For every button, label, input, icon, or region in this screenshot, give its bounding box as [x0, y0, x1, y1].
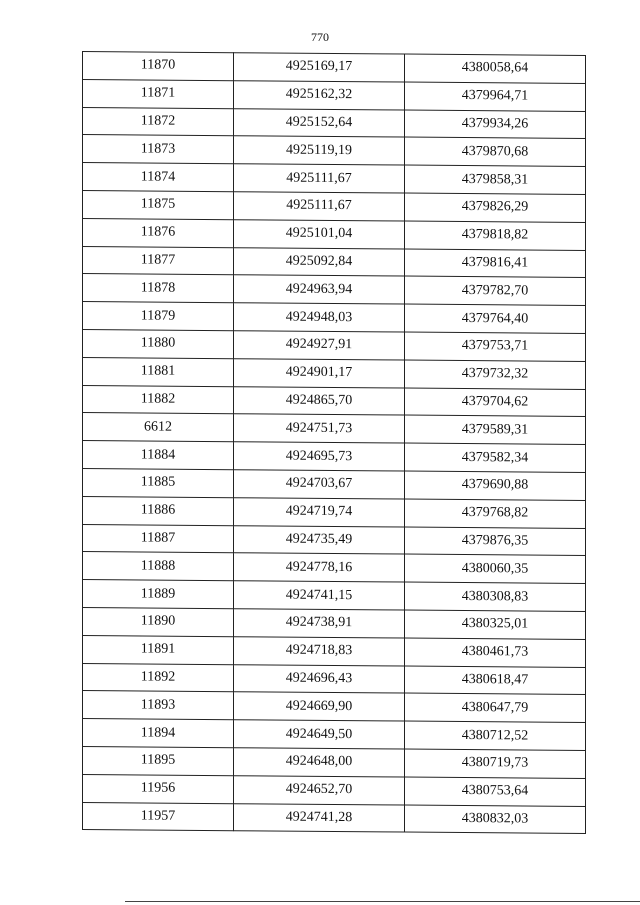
point-number-cell: 11888: [83, 552, 234, 581]
table-row: [83, 52, 586, 84]
x-coordinate-cell: 4924751,73: [234, 414, 405, 443]
y-coordinate-cell: 4380618,47: [405, 666, 586, 695]
point-number-cell: 11895: [83, 746, 234, 775]
x-coordinate-cell: 4924901,17: [234, 358, 405, 387]
table-row: [83, 441, 586, 473]
table-row: [83, 552, 586, 584]
y-coordinate-cell: 4379753,71: [405, 332, 586, 361]
y-coordinate-cell: 4380058,64: [405, 54, 586, 83]
table-row: [83, 496, 586, 528]
x-coordinate-cell: 4924741,28: [234, 803, 405, 832]
point-number-cell: 11880: [83, 329, 234, 358]
y-coordinate-cell: 4379782,70: [405, 276, 586, 305]
table-row: [83, 329, 586, 361]
table-row: [83, 580, 586, 612]
point-number-cell: 11957: [83, 802, 234, 831]
x-coordinate-cell: 4924927,91: [234, 331, 405, 360]
x-coordinate-cell: 4925169,17: [234, 53, 405, 82]
x-coordinate-cell: 4924703,67: [234, 470, 405, 499]
y-coordinate-cell: 4380712,52: [405, 721, 586, 750]
x-coordinate-cell: 4925111,67: [234, 192, 405, 221]
point-number-cell: 11878: [83, 274, 234, 303]
point-number-cell: 11892: [83, 663, 234, 692]
point-number-cell: 11956: [83, 774, 234, 803]
point-number-cell: 11886: [83, 496, 234, 525]
point-number-cell: 11881: [83, 357, 234, 386]
point-number-cell: 11891: [83, 635, 234, 664]
x-coordinate-cell: 4924669,90: [234, 692, 405, 721]
point-number-cell: 11884: [83, 441, 234, 470]
table-row: [83, 218, 586, 250]
x-coordinate-cell: 4925111,67: [234, 164, 405, 193]
table-row: [83, 468, 586, 500]
table-row: [83, 719, 586, 751]
y-coordinate-cell: 4380325,01: [405, 610, 586, 639]
table-row: [83, 274, 586, 306]
table-row: [83, 163, 586, 195]
table-row: [83, 663, 586, 695]
y-coordinate-cell: 4380060,35: [405, 554, 586, 583]
point-number-cell: 11882: [83, 385, 234, 414]
x-coordinate-cell: 4924963,94: [234, 275, 405, 304]
table-row: [83, 746, 586, 778]
y-coordinate-cell: 4379876,35: [405, 527, 586, 556]
x-coordinate-cell: 4924718,83: [234, 636, 405, 665]
x-coordinate-cell: 4924735,49: [234, 525, 405, 554]
table-row: [83, 774, 586, 806]
point-number-cell: 11889: [83, 580, 234, 609]
y-coordinate-cell: 4379690,88: [405, 471, 586, 500]
table-row: [83, 302, 586, 334]
point-number-cell: 11887: [83, 524, 234, 553]
y-coordinate-cell: 4379934,26: [405, 110, 586, 139]
y-coordinate-cell: 4379870,68: [405, 137, 586, 166]
point-number-cell: 11894: [83, 719, 234, 748]
x-coordinate-cell: 4924719,74: [234, 497, 405, 526]
coordinates-table: [82, 51, 586, 834]
x-coordinate-cell: 4924865,70: [234, 386, 405, 415]
y-coordinate-cell: 4380461,73: [405, 638, 586, 667]
x-coordinate-cell: 4924648,00: [234, 748, 405, 777]
y-coordinate-cell: 4379816,41: [405, 249, 586, 278]
y-coordinate-cell: 4379858,31: [405, 165, 586, 194]
table-row: [83, 190, 586, 222]
y-coordinate-cell: 4379704,62: [405, 388, 586, 417]
table-row: [83, 135, 586, 167]
point-number-cell: 11874: [83, 163, 234, 192]
table-row: [83, 691, 586, 723]
table-row: [83, 524, 586, 556]
y-coordinate-cell: 4380647,79: [405, 693, 586, 722]
y-coordinate-cell: 4379964,71: [405, 82, 586, 111]
page-number: 770: [311, 30, 329, 44]
x-coordinate-cell: 4925119,19: [234, 136, 405, 165]
point-number-cell: 11879: [83, 302, 234, 331]
y-coordinate-cell: 4380832,03: [405, 805, 586, 834]
table-row: [83, 79, 586, 111]
table-row: [83, 107, 586, 139]
table-row: [83, 413, 586, 445]
y-coordinate-cell: 4380753,64: [405, 777, 586, 806]
point-number-cell: 11875: [83, 190, 234, 219]
point-number-cell: 11872: [83, 107, 234, 136]
y-coordinate-cell: 4380719,73: [405, 749, 586, 778]
x-coordinate-cell: 4924695,73: [234, 442, 405, 471]
y-coordinate-cell: 4379582,34: [405, 443, 586, 472]
bottom-rule: [125, 901, 640, 902]
coordinates-table-body: [83, 52, 586, 834]
table-row: [83, 385, 586, 417]
y-coordinate-cell: 4379768,82: [405, 499, 586, 528]
point-number-cell: 11870: [83, 52, 234, 81]
y-coordinate-cell: 4379826,29: [405, 193, 586, 222]
x-coordinate-cell: 4924948,03: [234, 303, 405, 332]
x-coordinate-cell: 4925152,64: [234, 108, 405, 137]
table-row: [83, 246, 586, 278]
point-number-cell: 11885: [83, 468, 234, 497]
x-coordinate-cell: 4924738,91: [234, 609, 405, 638]
point-number-cell: 11876: [83, 218, 234, 247]
y-coordinate-cell: 4379589,31: [405, 415, 586, 444]
x-coordinate-cell: 4925101,04: [234, 219, 405, 248]
point-number-cell: 11877: [83, 246, 234, 275]
x-coordinate-cell: 4924652,70: [234, 775, 405, 804]
table-row: [83, 802, 586, 834]
x-coordinate-cell: 4924696,43: [234, 664, 405, 693]
point-number-cell: 11873: [83, 135, 234, 164]
y-coordinate-cell: 4379818,82: [405, 221, 586, 250]
y-coordinate-cell: 4379732,32: [405, 360, 586, 389]
point-number-cell: 11893: [83, 691, 234, 720]
y-coordinate-cell: 4380308,83: [405, 582, 586, 611]
table-row: [83, 635, 586, 667]
point-number-cell: 11890: [83, 607, 234, 636]
table-row: [83, 607, 586, 639]
y-coordinate-cell: 4379764,40: [405, 304, 586, 333]
point-number-cell: 6612: [83, 413, 234, 442]
x-coordinate-cell: 4924741,15: [234, 581, 405, 610]
table-row: [83, 357, 586, 389]
x-coordinate-cell: 4925162,32: [234, 80, 405, 109]
x-coordinate-cell: 4925092,84: [234, 247, 405, 276]
point-number-cell: 11871: [83, 79, 234, 108]
x-coordinate-cell: 4924778,16: [234, 553, 405, 582]
x-coordinate-cell: 4924649,50: [234, 720, 405, 749]
